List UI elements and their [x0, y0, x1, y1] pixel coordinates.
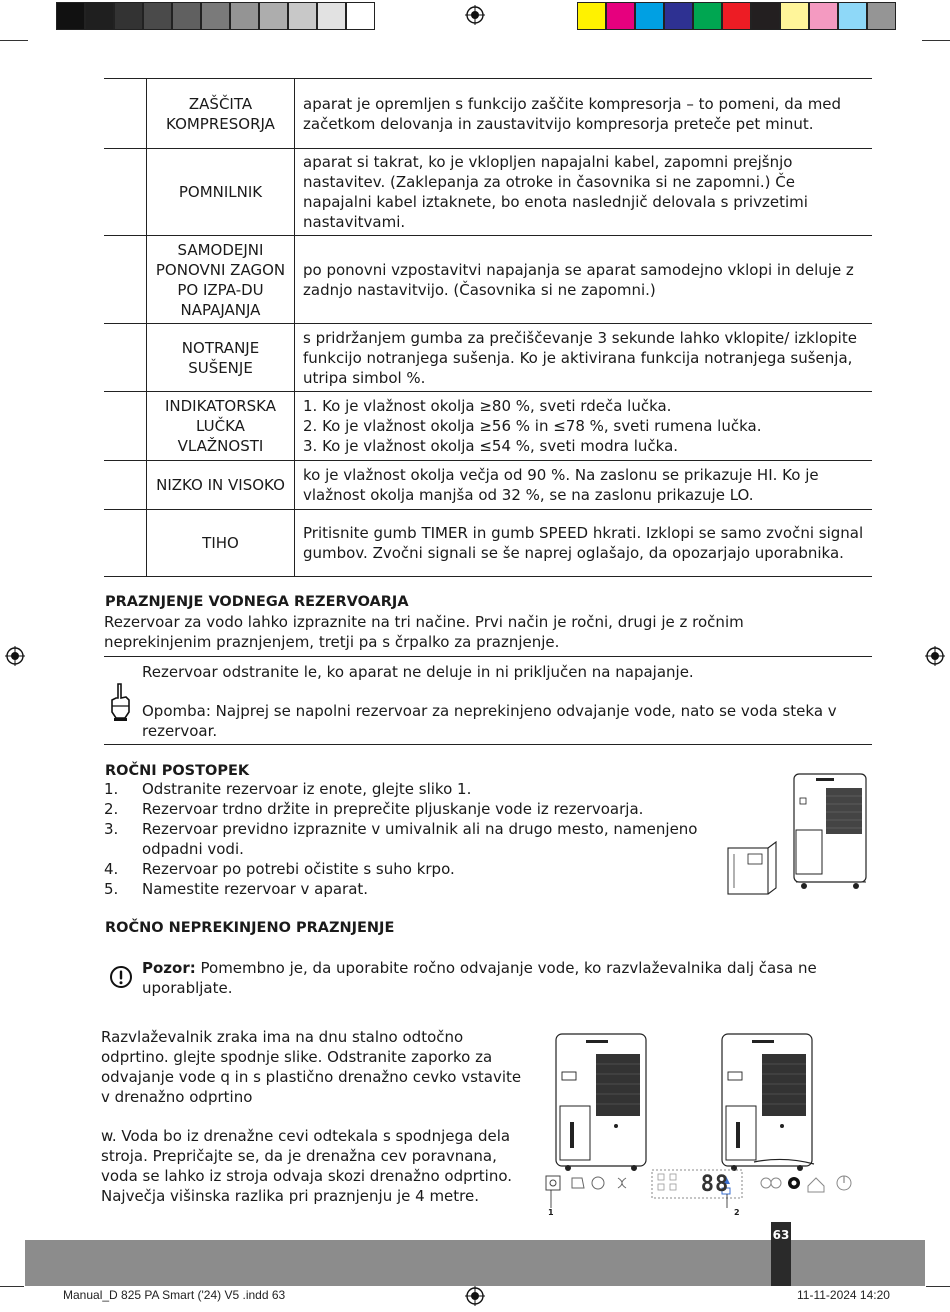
section-heading-manual: ROČNI POSTOPEK [105, 763, 250, 779]
features-table [104, 78, 872, 577]
trim-mark [0, 1286, 24, 1287]
note-remove-tank: Rezervoar odstranite le, ko aparat ne deluje in ni priključen na napajanje. [142, 663, 694, 681]
color-swatch [259, 2, 288, 30]
feature-name: NOTRANJE SUŠENJE [147, 324, 295, 392]
continuous-paragraph-1: Razvlaževalnik zraka ima na dnu stalno odtočno odprtino. glejte spodnje slike. Odstranite zaporko za odvajanje vode q in s plastično drenažno cevko vstavite v drenažno odprtino [101, 1028, 522, 1106]
step-number: 3. [104, 820, 119, 838]
section-heading-draining: PRAZNJENJE VODNEGA REZERVOARJA [105, 594, 409, 610]
humidity-line: 2. Ko je vlažnost okolja ≥56 % in ≤78 %, sveti rumena lučka. [303, 417, 762, 435]
table-row [104, 510, 872, 577]
figure-label-2: 2 [734, 1208, 740, 1217]
section-heading-continuous: ROČNO NEPREKINJENO PRAZNJENJE [105, 920, 395, 936]
table-row [104, 324, 872, 392]
feature-name: POMNILNIK [147, 149, 295, 236]
registration-mark-icon [465, 1286, 485, 1306]
step-text: Rezervoar trdno držite in preprečite pljuskanje vode iz rezervoarja. [142, 800, 644, 818]
feature-name: INDIKATORSKA LUČKA VLAŽNOSTI [147, 392, 295, 461]
color-swatch [577, 2, 606, 30]
table-row [104, 79, 872, 149]
step-number: 5. [104, 880, 119, 898]
feature-name: NIZKO IN VISOKO [147, 461, 295, 510]
note-drain-order: Opomba: Najprej se napolni rezervoar za neprekinjeno odvajanje vode, nato se voda steka v rezervoar. [142, 702, 837, 740]
color-swatch [230, 2, 259, 30]
warning-body: Pomembno je, da uporabite ročno odvajanje vode, ko razvlaževalnika dalj časa ne uporabljate. [142, 959, 817, 997]
color-swatch [693, 2, 722, 30]
figure-label-1: 1 [548, 1208, 554, 1217]
divider [104, 744, 872, 745]
trim-mark [922, 40, 950, 41]
list-item [104, 779, 724, 799]
list-item [104, 879, 724, 899]
color-swatch [56, 2, 85, 30]
warning-text [142, 958, 862, 998]
color-swatch [635, 2, 664, 30]
color-swatch [780, 2, 809, 30]
feature-description: po ponovni vzpostavitvi napajanja se aparat samodejno vklopi in deluje z zadnjo nastavitvijo. (Časovnika si ne zapomni.) [295, 236, 873, 324]
color-swatch [751, 2, 780, 30]
list-item [104, 819, 722, 859]
color-swatch [172, 2, 201, 30]
feature-description: ko je vlažnost okolja večja od 90 %. Na zaslonu se prikazuje HI. Ko je vlažnost okolja manjša od 32 %, se na zaslonu prikazuje LO. [295, 461, 873, 510]
continuous-paragraph-2: w. Voda bo iz drenažne cevi odtekala s spodnjega dela stroja. Prepričajte se, da je drenažna cev poravnana, voda se lahko iz stroja odvaja skozi drenažno odprtino. Največja višinska razlika pri praznjenju je 4 metre. [101, 1127, 513, 1205]
display-digits: 88 [700, 1172, 730, 1197]
registration-mark-icon [465, 5, 485, 25]
table-row [104, 236, 872, 324]
feature-description [295, 392, 873, 461]
feature-name: ZAŠČITA KOMPRESORJA [147, 79, 295, 149]
registration-mark-icon [925, 646, 945, 666]
warning-label: Pozor: [142, 959, 196, 977]
color-swatch [867, 2, 896, 30]
table-spacer-cell [104, 79, 147, 149]
color-swatch [838, 2, 867, 30]
step-text: Namestite rezervoar v aparat. [142, 880, 369, 898]
warning-exclamation-icon [109, 965, 133, 989]
list-item [104, 859, 724, 879]
step-number: 1. [104, 780, 119, 798]
color-swatch [85, 2, 114, 30]
table-row [104, 461, 872, 510]
drain-hose-illustration [548, 1030, 860, 1172]
table-spacer-cell [104, 461, 147, 510]
step-number: 4. [104, 860, 119, 878]
divider [104, 656, 872, 657]
color-swatch [664, 2, 693, 30]
color-swatch [288, 2, 317, 30]
color-swatch [346, 2, 375, 30]
color-swatch [722, 2, 751, 30]
pointing-hand-icon [108, 682, 132, 722]
table-row [104, 392, 872, 461]
registration-mark-icon [5, 646, 25, 666]
table-row [104, 149, 872, 236]
color-swatch [201, 2, 230, 30]
trim-mark [926, 1286, 950, 1287]
manual-steps-list [104, 779, 724, 899]
feature-name: SAMODEJNI PONOVNI ZAGON PO IZPA-DU NAPAJANJA [147, 236, 295, 324]
table-spacer-cell [104, 324, 147, 392]
color-swatch [809, 2, 838, 30]
trim-mark [0, 40, 28, 41]
humidity-line: 3. Ko je vlažnost okolja ≤54 %, sveti modra lučka. [303, 437, 679, 455]
color-swatch [114, 2, 143, 30]
table-spacer-cell [104, 236, 147, 324]
humidity-line: 1. Ko je vlažnost okolja ≥80 %, sveti rdeča lučka. [303, 397, 672, 415]
color-swatch [606, 2, 635, 30]
page-number: 63 [771, 1222, 791, 1286]
color-swatch [317, 2, 346, 30]
step-text: Odstranite rezervoar iz enote, glejte sliko 1. [142, 780, 472, 798]
feature-name: TIHO [147, 510, 295, 577]
feature-description: aparat je opremljen s funkcijo zaščite kompresorja – to pomeni, da med začetkom delovanja in zaustavitvijo kompresorja preteče pet minut. [295, 79, 873, 149]
table-spacer-cell [104, 149, 147, 236]
step-number: 2. [104, 800, 119, 818]
list-item [104, 799, 724, 819]
table-spacer-cell [104, 392, 147, 461]
print-slug-date: 11-11-2024 14:20 [797, 1288, 890, 1302]
feature-description: Pritisnite gumb TIMER in gumb SPEED hkrati. Izklopi se samo zvočni signal gumbov. Zvočni signali se še naprej oglašajo, da opozarjajo uporabnika. [295, 510, 873, 577]
tank-removal-illustration [722, 770, 872, 898]
step-text: Rezervoar po potrebi očistite s suho krpo. [142, 860, 455, 878]
step-text: Rezervoar previdno izpraznite v umivalnik ali na drugo mesto, namenjeno odpadni vodi. [142, 820, 698, 858]
color-swatch [143, 2, 172, 30]
draining-intro: Rezervoar za vodo lahko izpraznite na tri načine. Prvi način je ročni, drugi je z ročnim neprekinjenim praznjenjem, tretji pa s črpalko za praznjenje. [104, 613, 744, 651]
print-slug-file: Manual_D 825 PA Smart ('24) V5 .indd 63 [63, 1288, 286, 1302]
feature-description: s pridržanjem gumba za prečiščevanje 3 sekunde lahko vklopite/ izklopite funkcijo notranjega sušenja. Ko je aktivirana funkcija notranjega sušenja, utripa simbol %. [295, 324, 873, 392]
table-spacer-cell [104, 510, 147, 577]
feature-description: aparat si takrat, ko je vklopljen napajalni kabel, zapomni prejšnjo nastavitev. (Zaklepanja za otroke in časovnika si ne zapomni.) Če napajalni kabel iztaknete, bo enota naslednjič delovala s privzetimi nastavitvami. [295, 149, 873, 236]
